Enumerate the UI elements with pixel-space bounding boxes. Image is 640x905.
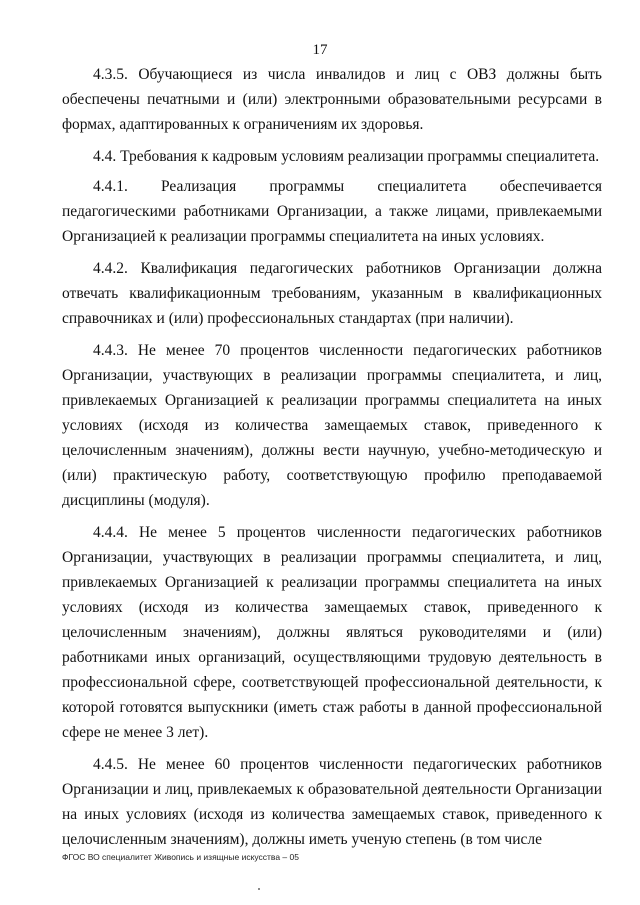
paragraph-4-3-5: 4.3.5. Обучающиеся из числа инвалидов и лиц с ОВЗ должны быть обеспечены печатными и (или) электронными образовательными ресурсами в формах, адаптированных к ограничениям их здоровья. bbox=[62, 66, 602, 133]
paragraph-4-4: 4.4. Требования к кадровым условиям реализации программы специалитета. bbox=[93, 148, 600, 165]
paragraph-4-4-2: 4.4.2. Квалификация педагогических работников Организации должна отвечать квалификационным требованиям, указанным в квалификационных справочниках и (или) профессиональных стандартах (при наличии). bbox=[62, 260, 602, 327]
paragraph-4-4-4: 4.4.4. Не менее 5 процентов численности педагогических работников Организации, участвующих в реализации программы специалитета, и лиц, привлекаемых Организацией к реализации программы специалитета на иных условиях (исходя из количества замещаемых ставок, приведенного к целочисленным значениям), должны являться руководителями и (или) работниками иных организаций, осуществляющими трудовую деятельность в профессиональной сфере, соответствующей профессиональной деятельности, к которой готовятся выпускники (иметь стаж работы в данной профессиональной сфере не менее 3 лет). bbox=[62, 524, 602, 741]
paragraph-4-4-1: 4.4.1. Реализация программы специалитета обеспечивается педагогическими работниками Организации, а также лицами, привлекаемыми Организацией к реализации программы специалитета на иных условиях. bbox=[62, 178, 602, 245]
document-body bbox=[62, 62, 602, 859]
page-number: 17 bbox=[312, 42, 328, 58]
document-footer: ФГОС ВО специалитет Живопись и изящные искусства – 05 bbox=[62, 852, 299, 862]
paragraph-4-4-5: 4.4.5. Не менее 60 процентов численности педагогических работников Организации и лиц, привлекаемых к образовательной деятельности Организации на иных условиях (исходя из количества замещаемых ставок, приведенного к целочисленным значениям), должны иметь ученую степень (в том числе bbox=[62, 756, 602, 848]
paragraph-4-4-3: 4.4.3. Не менее 70 процентов численности педагогических работников Организации, участвующих в реализации программы специалитета, и лиц, привлекаемых Организацией к реализации программы специалитета на иных условиях (исходя из количества замещаемых ставок, приведенного к целочисленным значениям), должны вести научную, учебно-методическую и (или) практическую работу, соответствующую профилю преподаваемой дисциплины (модуля). bbox=[62, 342, 602, 509]
scan-speck bbox=[258, 888, 260, 890]
